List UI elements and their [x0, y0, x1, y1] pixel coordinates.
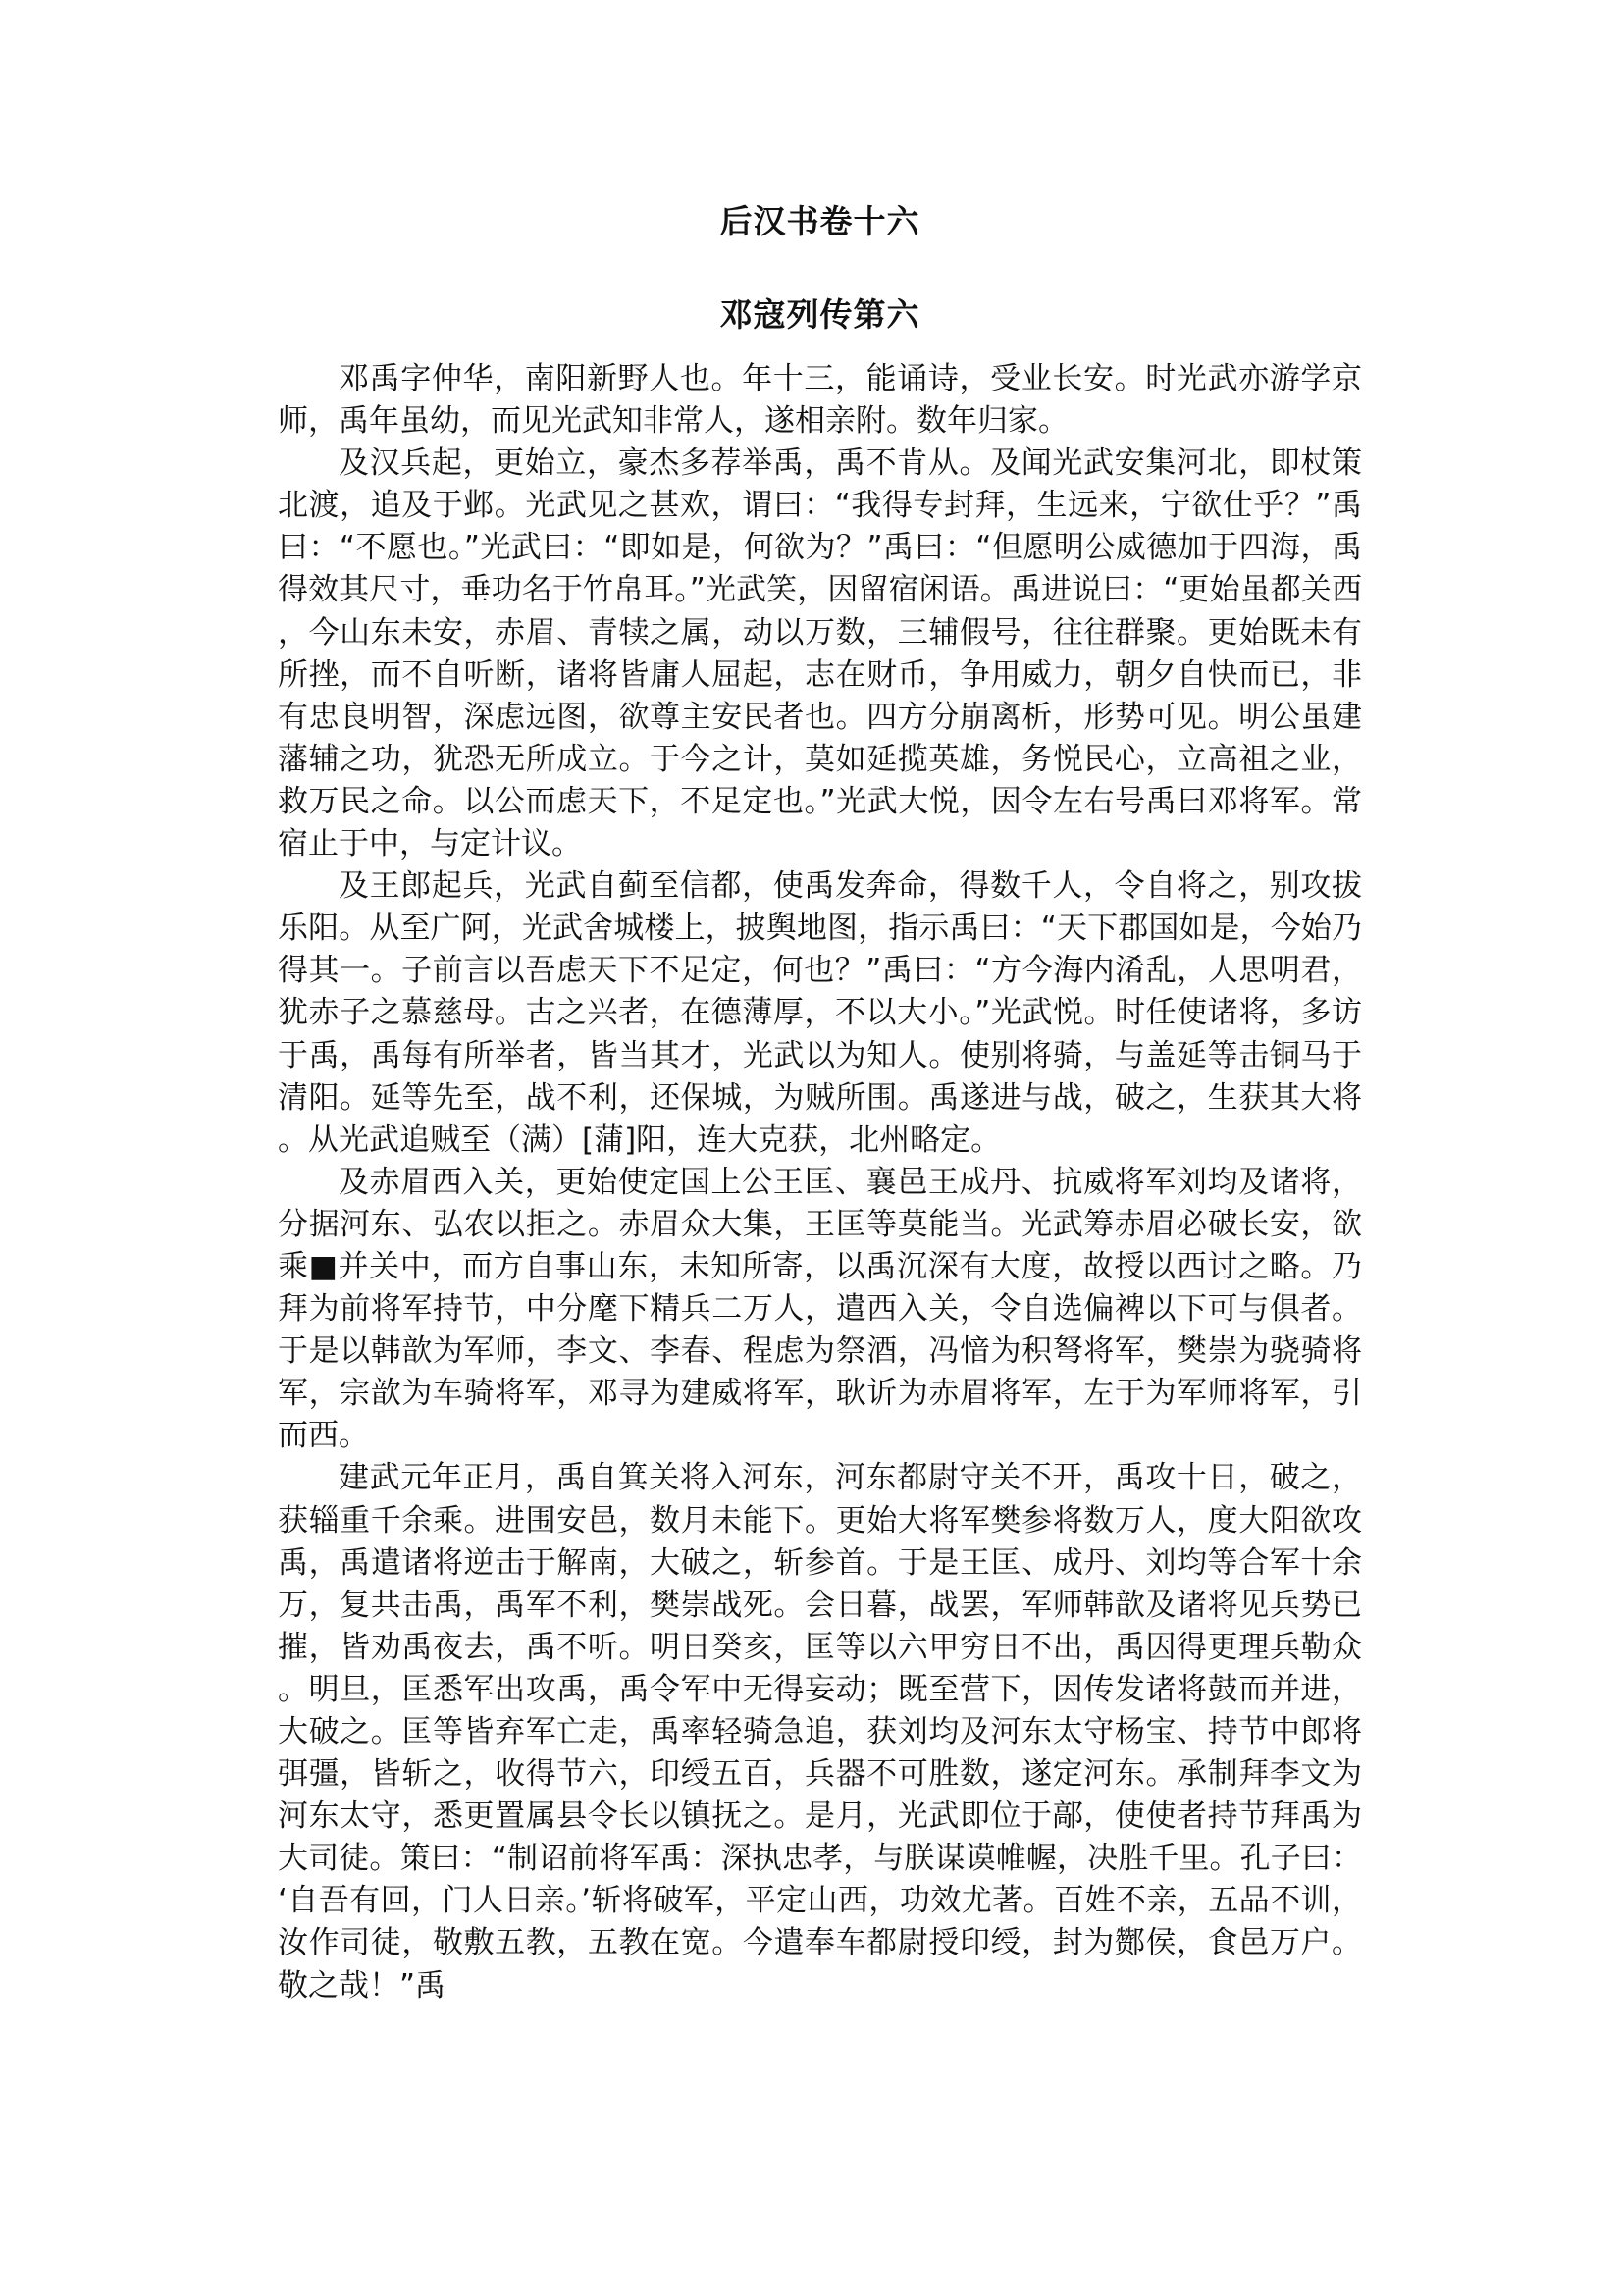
chapter-title: 邓寇列传第六	[719, 295, 920, 334]
volume-title: 后汉书卷十六	[719, 202, 920, 240]
paragraph-1: 邓禹字仲华，南阳新野人也。年十三，能诵诗，受业长安。时光武亦游学京师，禹年虽幼，而见光武知非常人，遂相亲附。数年归家。	[278, 361, 1362, 440]
paragraph-3: 及王郎起兵，光武自蓟至信都，使禹发奔命，得数千人，令自将之，别攻拔乐阳。从至广阿，光武舍城楼上，披舆地图，指示禹曰：“天下郡国如是，今始乃得其一。子前言以吾虑天下不足定，何也？”禹曰：“方今海内淆乱，人思明君，犹赤子之慕慈母。古之兴者，在德薄厚，不以大小。”光武悦。时任使诸将，多访于禹，禹每有所举者，皆当其才，光武以为知人。使别将骑，与盖延等击铜马于清阳。延等先至，战不利，还保城，为贼所围。禹遂进与战，破之，生获其大将。从光武追贼至（满）[蒲]阳，连大克获，北州略定。	[278, 868, 1362, 1158]
document-page	[278, 192, 1362, 2007]
paragraph-2: 及汉兵起，更始立，豪杰多荐举禹，禹不肯从。及闻光武安集河北，即杖策北渡，追及于邺。光武见之甚欢，谓曰：“我得专封拜，生远来，宁欲仕乎？”禹曰：“不愿也。”光武曰：“即如是，何欲为？”禹曰：“但愿明公威德加于四海，禹得效其尺寸，垂功名于竹帛耳。”光武笑，因留宿闲语。禹进说曰：“更始虽都关西，今山东未安，赤眉、青犊之属，动以万数，三辅假号，往往群聚。更始既未有所挫，而不自听断，诸将皆庸人屈起，志在财币，争用威力，朝夕自快而已，非有忠良明智，深虑远图，欲尊主安民者也。四方分崩离析，形势可见。明公虽建藩辅之功，犹恐无所成立。于今之计，莫如延揽英雄，务悦民心，立高祖之业，救万民之命。以公而虑天下，不足定也。”光武大悦，因令左右号禹曰邓将军。常宿止于中，与定计议。	[278, 445, 1362, 862]
paragraph-4: 及赤眉西入关，更始使定国上公王匡、襄邑王成丹、抗威将军刘均及诸将，分据河东、弘农以拒之。赤眉众大集，王匡等莫能当。光武筹赤眉必破长安，欲乘■并关中，而方自事山东，未知所寄，以禹沉深有大度，故授以西讨之略。乃拜为前将军持节，中分麾下精兵二万人，遣西入关，令自选偏裨以下可与俱者。于是以韩歆为军师，李文、李春、程虑为祭酒，冯愔为积弩将军，樊崇为骁骑将军，宗歆为车骑将军，邓寻为建威将军，耿䜣为赤眉将军，左于为军师将军，引而西。	[278, 1164, 1362, 1454]
body-text	[278, 358, 1362, 2007]
paragraph-5: 建武元年正月，禹自箕关将入河东，河东都尉守关不开，禹攻十日，破之，获辎重千余乘。进围安邑，数月未能下。更始大将军樊参将数万人，度大阳欲攻禹，禹遣诸将逆击于解南，大破之，斩参首。于是王匡、成丹、刘均等合军十余万，复共击禹，禹军不利，樊崇战死。会日暮，战罢，军师韩歆及诸将见兵势已摧，皆劝禹夜去，禹不听。明日癸亥，匡等以六甲穷日不出，禹因得更理兵勒众。明旦，匡悉军出攻禹，禹令军中无得妄动；既至营下，因传发诸将鼓而并进，大破之。匡等皆弃军亡走，禹率轻骑急追，获刘均及河东太守杨宝、持节中郎将弭彊，皆斩之，收得节六，印绶五百，兵器不可胜数，遂定河东。承制拜李文为河东太守，悉更置属县令长以镇抚之。是月，光武即位于鄗，使使者持节拜禹为大司徒。策曰：“制诏前将军禹：深执忠孝，与朕谋谟帷幄，决胜千里。孔子曰：‘自吾有回，门人日亲。’斩将破军，平定山西，功效尤著。百姓不亲，五品不训，汝作司徒，敬敷五教，五教在宽。今遣奉车都尉授印绶，封为酂侯，食邑万户。敬之哉！”禹	[278, 1460, 1362, 2004]
